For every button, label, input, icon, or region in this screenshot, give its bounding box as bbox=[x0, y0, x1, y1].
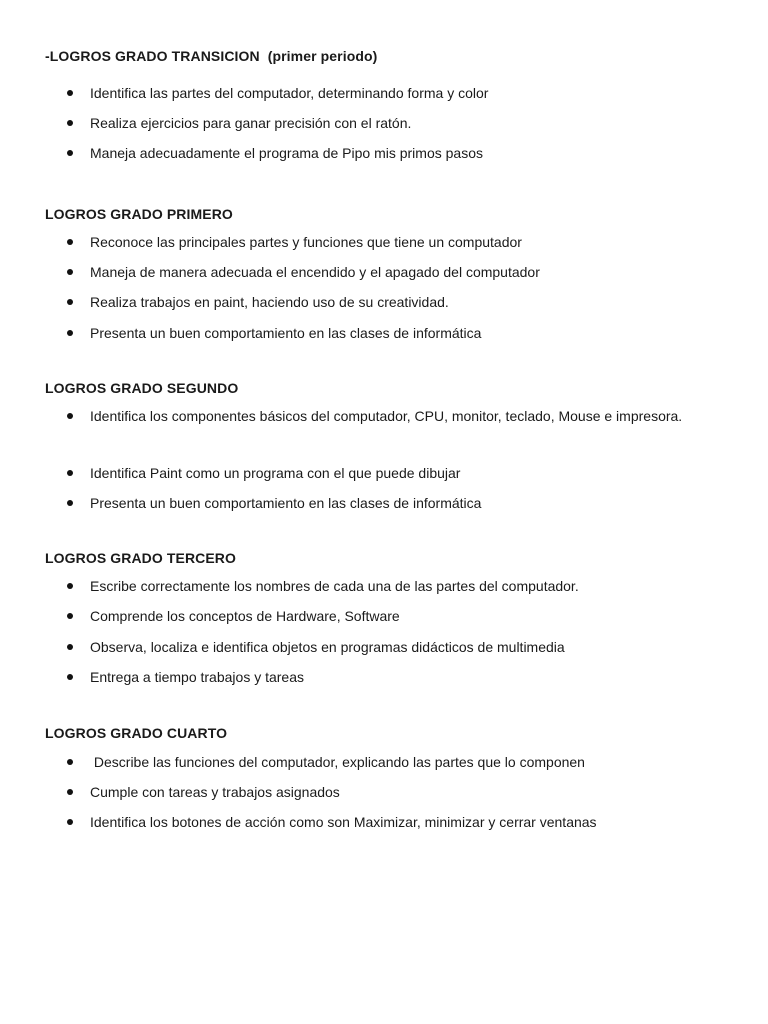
bullet-icon bbox=[67, 239, 73, 245]
bullet-icon bbox=[67, 150, 73, 156]
section-title: -LOGROS GRADO TRANSICION bbox=[45, 48, 260, 64]
list-item-text: Identifica los botones de acción como son Maximizar, minimizar y cerrar ventanas bbox=[90, 814, 597, 830]
bullet-icon bbox=[67, 470, 73, 476]
bullet-icon bbox=[67, 120, 73, 126]
bullet-icon bbox=[67, 819, 73, 825]
bullet-icon bbox=[67, 330, 73, 336]
list-item-text: Presenta un buen comportamiento en las clases de informática bbox=[90, 325, 482, 341]
list-item-text: Identifica Paint como un programa con el que puede dibujar bbox=[90, 465, 461, 481]
section-title: LOGROS GRADO TERCERO bbox=[45, 550, 237, 566]
bullet-icon bbox=[67, 759, 73, 765]
section-heading bbox=[45, 725, 227, 741]
list-item-text: Comprende los conceptos de Hardware, Software bbox=[90, 608, 400, 624]
section-title: LOGROS GRADO PRIMERO bbox=[45, 206, 233, 222]
section-title: LOGROS GRADO SEGUNDO bbox=[45, 380, 239, 396]
bullet-icon bbox=[67, 644, 73, 650]
bullet-icon bbox=[67, 413, 73, 419]
section-heading bbox=[45, 550, 236, 566]
section-heading bbox=[45, 380, 238, 396]
list-item-text: Observa, localiza e identifica objetos en programas didácticos de multimedia bbox=[90, 639, 565, 655]
list-item-text: Identifica los componentes básicos del computador, CPU, monitor, teclado, Mouse e impresora. bbox=[90, 408, 683, 424]
list-item-text: Identifica las partes del computador, determinando forma y color bbox=[90, 85, 489, 101]
section-subtitle: (primer periodo) bbox=[267, 48, 378, 64]
bullet-icon bbox=[67, 613, 73, 619]
section-heading bbox=[45, 48, 377, 64]
list-item-text: Entrega a tiempo trabajos y tareas bbox=[90, 669, 305, 685]
list-item-text: Escribe correctamente los nombres de cada una de las partes del computador. bbox=[90, 578, 579, 594]
list-item-text: Describe las funciones del computador, explicando las partes que lo componen bbox=[90, 754, 585, 770]
bullet-icon bbox=[67, 269, 73, 275]
bullet-icon bbox=[67, 500, 73, 506]
bullet-icon bbox=[67, 90, 73, 96]
bullet-icon bbox=[67, 299, 73, 305]
list-item-text: Cumple con tareas y trabajos asignados bbox=[90, 784, 340, 800]
section-title: LOGROS GRADO CUARTO bbox=[45, 725, 228, 741]
bullet-icon bbox=[67, 583, 73, 589]
bullet-icon bbox=[67, 789, 73, 795]
list-item-text: Realiza trabajos en paint, haciendo uso de su creatividad. bbox=[90, 294, 449, 310]
list-item-text: Maneja de manera adecuada el encendido y el apagado del computador bbox=[90, 264, 540, 280]
list-item-text: Presenta un buen comportamiento en las clases de informática bbox=[90, 495, 482, 511]
list-item-text: Realiza ejercicios para ganar precisión con el ratón. bbox=[90, 115, 412, 131]
section-heading bbox=[45, 206, 233, 222]
list-item-text: Maneja adecuadamente el programa de Pipo mis primos pasos bbox=[90, 145, 483, 161]
list-item-text: Reconoce las principales partes y funciones que tiene un computador bbox=[90, 234, 522, 250]
bullet-icon bbox=[67, 674, 73, 680]
